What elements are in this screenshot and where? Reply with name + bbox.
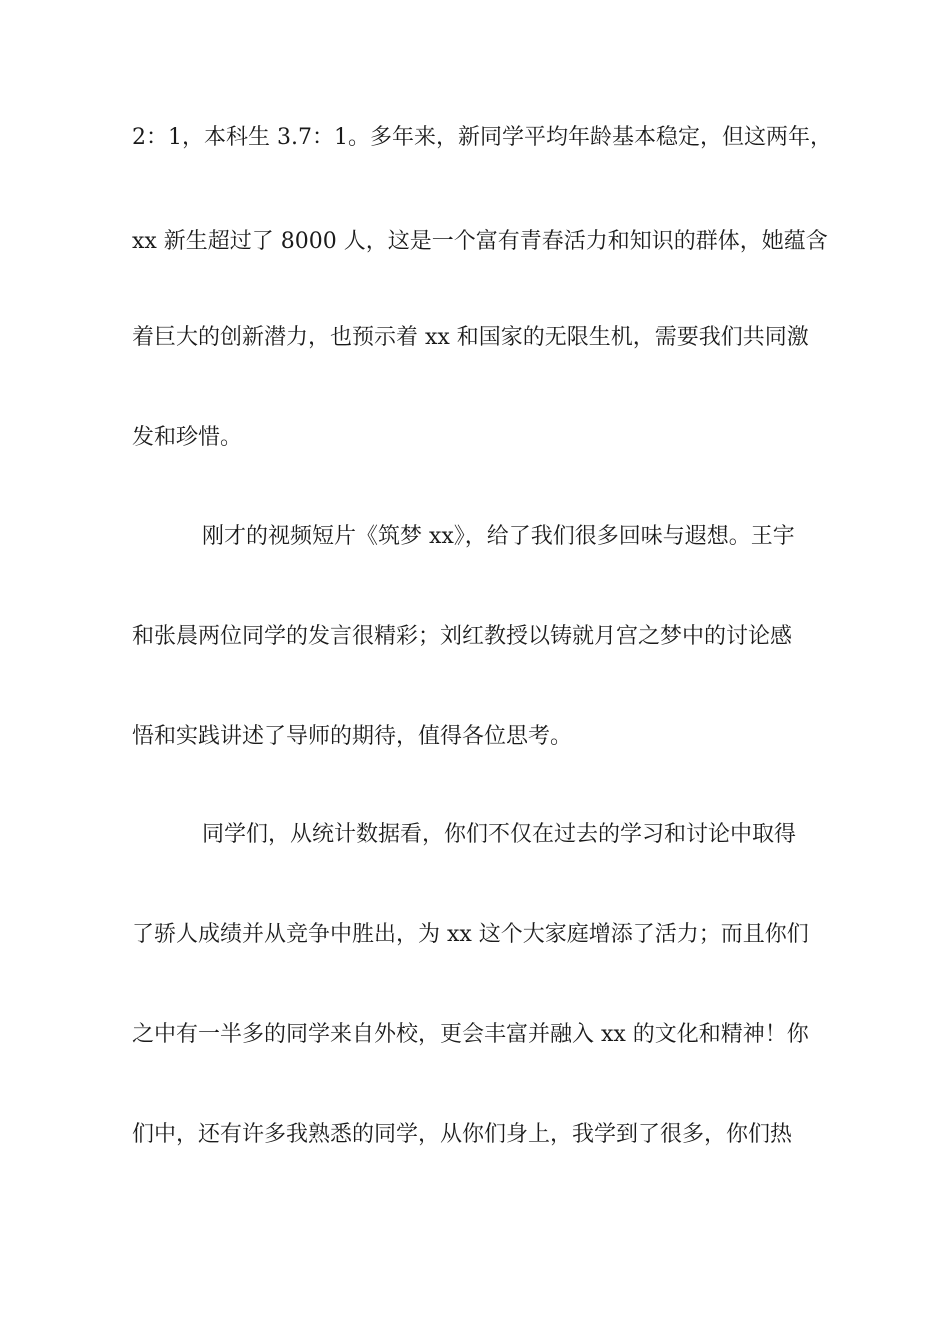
text-line: 发和珍惜。: [132, 425, 243, 450]
text-line: 们中，还有许多我熟悉的同学，从你们身上，我学到了很多，你们热: [132, 1122, 793, 1147]
text-line: 了骄人成绩并从竞争中胜出，为 xx 这个大家庭增添了活力；而且你们: [132, 922, 809, 947]
text-line: 2：1，本科生 3.7：1。多年来，新同学平均年龄基本稳定，但这两年，: [132, 125, 832, 150]
text-line: 之中有一半多的同学来自外校，更会丰富并融入 xx 的文化和精神！你: [132, 1022, 809, 1047]
paragraph-first-line: 同学们，从统计数据看，你们不仅在过去的学习和讨论中取得: [202, 822, 797, 847]
text-line: 和张晨两位同学的发言很精彩；刘红教授以铸就月宫之梦中的讨论感: [132, 624, 793, 649]
text-line: xx 新生超过了 8000 人，这是一个富有青春活力和知识的群体，她蕴含: [132, 229, 828, 254]
text-line: 悟和实践讲述了导师的期待，值得各位思考。: [132, 724, 573, 749]
text-line: 着巨大的创新潜力，也预示着 xx 和国家的无限生机，需要我们共同激: [132, 325, 809, 350]
paragraph-first-line: 刚才的视频短片《筑梦 xx》，给了我们很多回味与遐想。王宇: [202, 524, 795, 549]
